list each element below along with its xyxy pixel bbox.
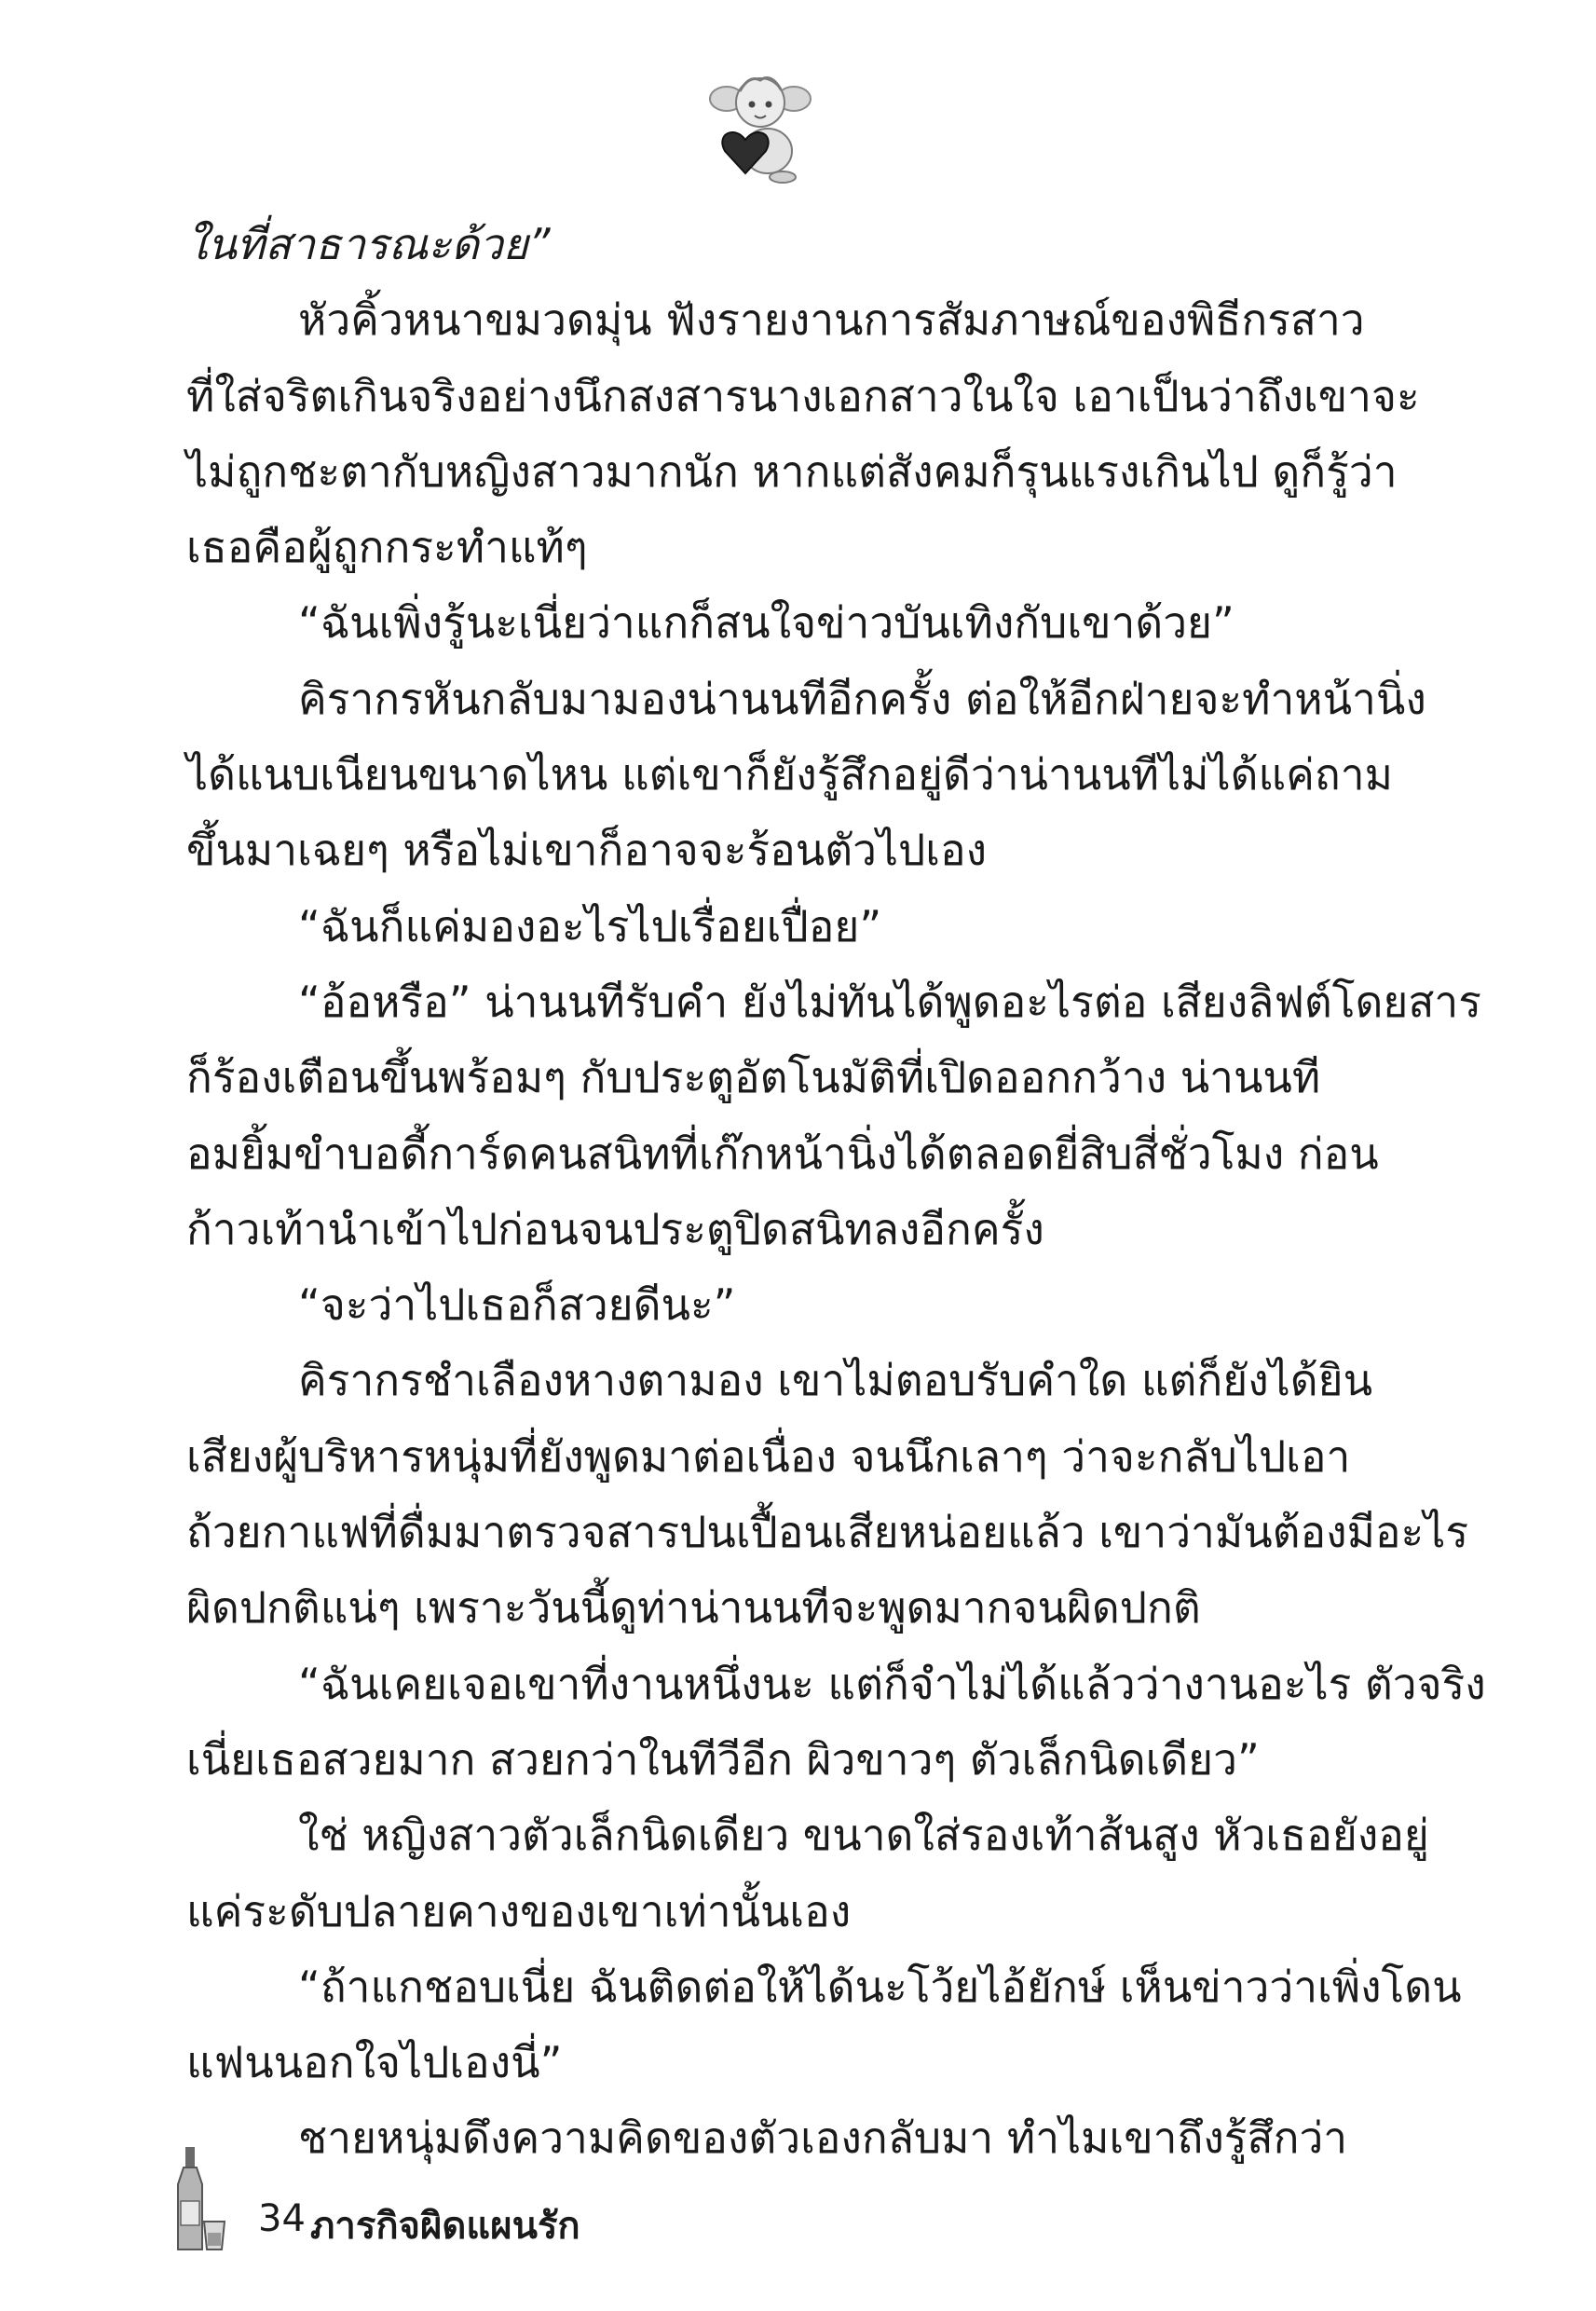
text-line: ได้แนบเนียนขนาดไหน แต่เขาก็ยังรู้สึกอยู่ดีว่าน่านนทีไม่ได้แค่ถาม bbox=[186, 749, 1393, 800]
text-line: หัวคิ้วหนาขมวดมุ่น ฟังรายงานการสัมภาษณ์ของพิธีกรสาว bbox=[298, 294, 1365, 346]
text-line: คิรากรชำเลืองหางตามอง เขาไม่ตอบรับคำใด แต่ก็ยังได้ยิน bbox=[298, 1355, 1373, 1406]
text-line: ก้าวเท้านำเข้าไปก่อนจนประตูปิดสนิทลงอีกครั้ง bbox=[186, 1203, 1044, 1254]
text-line: เธอคือผู้ถูกกระทำแท้ๆ bbox=[186, 522, 588, 573]
text-line: ขึ้นมาเฉยๆ หรือไม่เขาก็อาจจะร้อนตัวไปเอง bbox=[186, 825, 988, 876]
text-line: ที่ใส่จริตเกินจริงอย่างนึกสงสารนางเอกสาวในใจ เอาเป็นว่าถึงเขาจะ bbox=[186, 370, 1420, 421]
page-footer bbox=[172, 2143, 825, 2255]
text-line: อมยิ้มขำบอดี้การ์ดคนสนิทที่เก๊กหน้านิ่งได้ตลอดยี่สิบสี่ชั่วโมง ก่อน bbox=[186, 1128, 1379, 1179]
text-line: “ฉันก็แค่มองอะไรไปเรื่อยเปื่อย” bbox=[298, 900, 882, 951]
text-line: ในที่สาธารณะด้วย” bbox=[186, 219, 551, 269]
text-line: “จะว่าไปเธอก็สวยดีนะ” bbox=[298, 1279, 736, 1331]
body-text bbox=[186, 207, 1486, 2177]
text-line: เนี่ยเธอสวยมาก สวยกว่าในทีวีอีก ผิวขาวๆ ตัวเล็กนิดเดียว” bbox=[186, 1733, 1260, 1785]
text-line: แค่ระดับปลายคางของเขาเท่านั้นเอง bbox=[186, 1885, 852, 1936]
liquor-bottle-and-glass-icon bbox=[172, 2143, 228, 2255]
text-line: ก็ร้องเตือนขึ้นพร้อมๆ กับประตูอัตโนมัติที่เปิดออกกว้าง น่านนที bbox=[186, 1052, 1321, 1103]
text-line: ถ้วยกาแฟที่ดื่มมาตรวจสารปนเปื้อนเสียหน่อยแล้ว เขาว่ามันต้องมีอะไร bbox=[186, 1507, 1469, 1558]
text-line: แฟนนอกใจไปเองนี่” bbox=[186, 2037, 563, 2088]
text-line: ใช่ หญิงสาวตัวเล็กนิดเดียว ขนาดใส่รองเท้าส้นสูง หัวเธอยังอยู่ bbox=[298, 1810, 1429, 1861]
text-line: ผิดปกติแน่ๆ เพราะวันนี้ดูท่าน่านนทีจะพูดมากจนผิดปกติ bbox=[186, 1582, 1201, 1634]
page-number: 34 bbox=[258, 2197, 306, 2240]
text-line: “ฉันเคยเจอเขาที่งานหนึ่งนะ แต่ก็จำไม่ได้แล้วว่างานอะไร ตัวจริง bbox=[298, 1658, 1486, 1709]
cupid-with-heart-icon bbox=[708, 67, 812, 186]
text-line: “ฉันเพิ่งรู้นะเนี่ยว่าแกก็สนใจข่าวบันเทิงกับเขาด้วย” bbox=[298, 597, 1235, 649]
text-line: ไม่ถูกชะตากับหญิงสาวมากนัก หากแต่สังคมก็รุนแรงเกินไป ดูก็รู้ว่า bbox=[186, 445, 1398, 497]
text-line: ชายหนุ่มดึงความคิดของตัวเองกลับมา ทำไมเขาถึงรู้สึกว่า bbox=[298, 2113, 1348, 2164]
book-title: ภารกิจผิดแผนรัก bbox=[310, 2205, 580, 2248]
text-line: เสียงผู้บริหารหนุ่มที่ยังพูดมาต่อเนื่อง จนนึกเลาๆ ว่าจะกลับไปเอา bbox=[186, 1430, 1351, 1482]
text-line: “ถ้าแกชอบเนี่ย ฉันติดต่อให้ได้นะโว้ยไอ้ยักษ์ เห็นข่าวว่าเพิ่งโดน bbox=[298, 1961, 1462, 2012]
text-line: “อ้อหรือ” น่านนทีรับคำ ยังไม่ทันได้พูดอะไรต่อ เสียงลิฟต์โดยสาร bbox=[298, 976, 1481, 1027]
text-line: คิรากรหันกลับมามองน่านนทีอีกครั้ง ต่อให้อีกฝ่ายจะทำหน้านิ่ง bbox=[298, 673, 1426, 724]
